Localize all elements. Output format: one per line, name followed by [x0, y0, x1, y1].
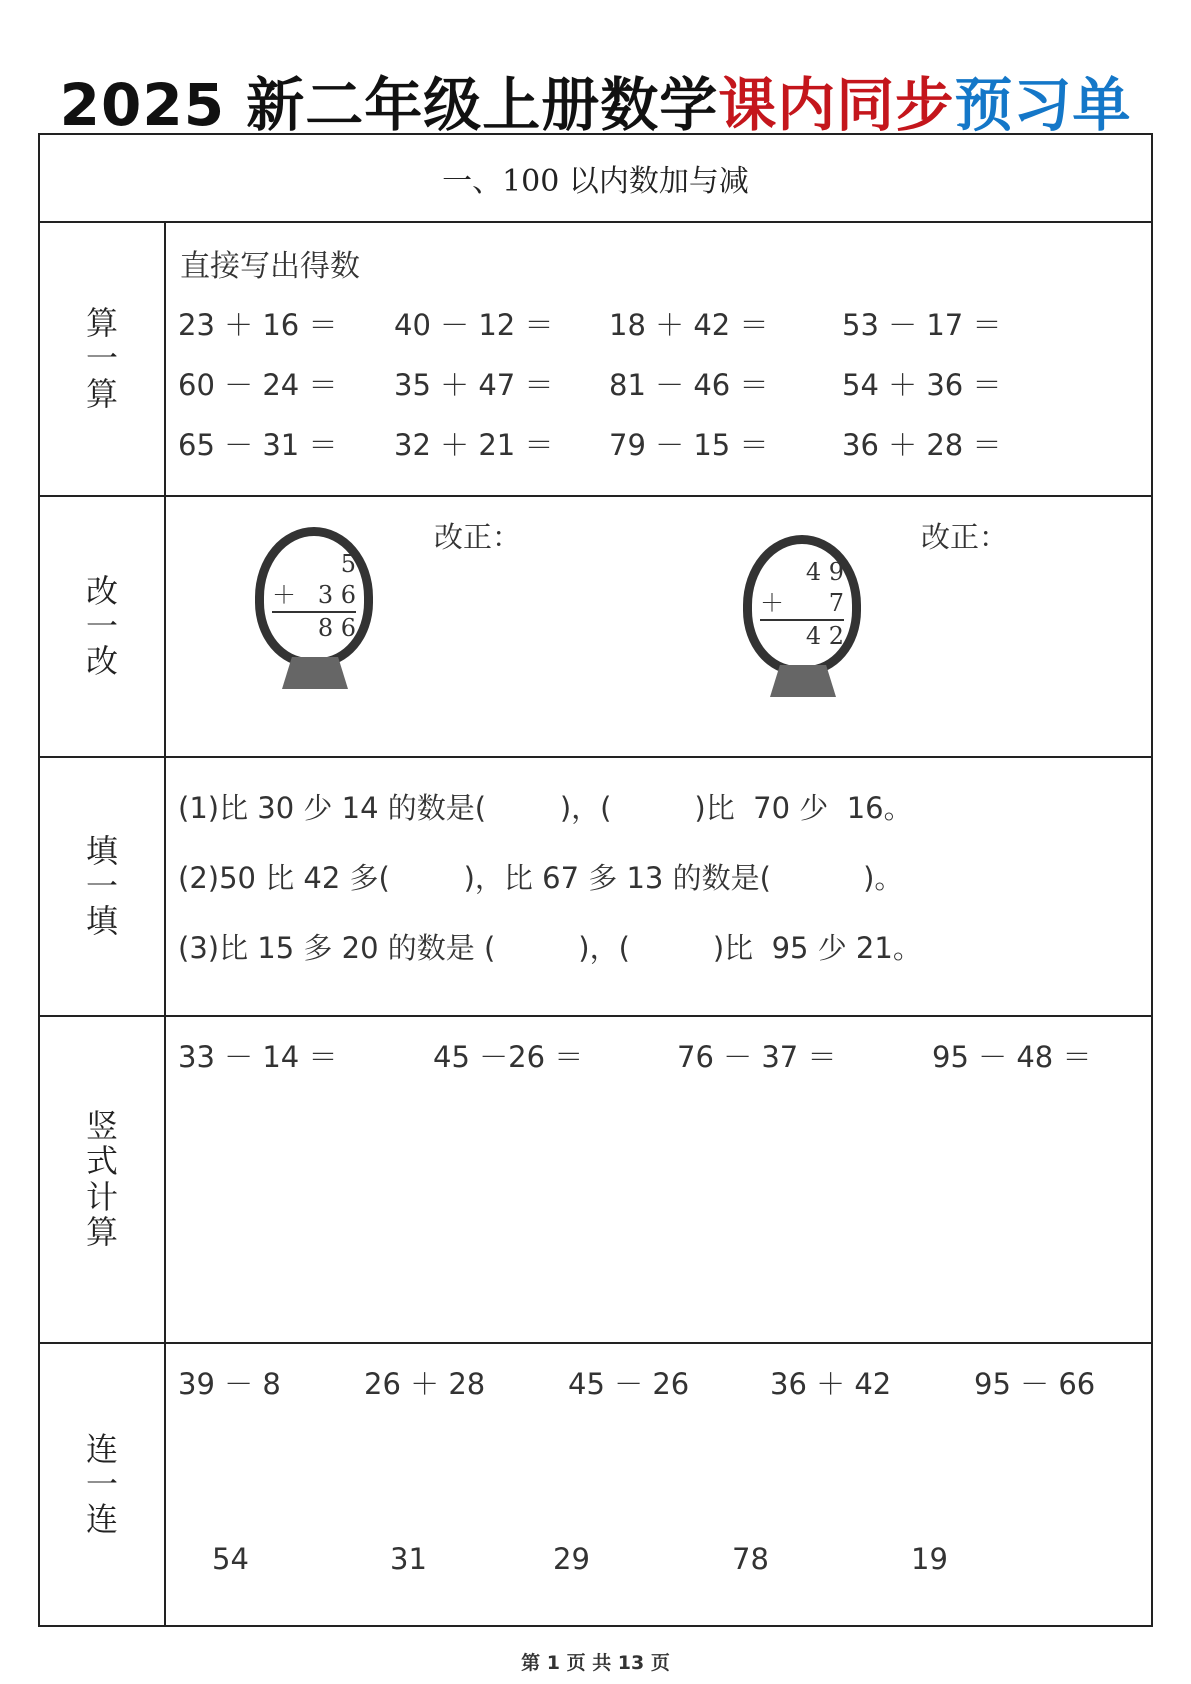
- answer: 54: [212, 1542, 249, 1576]
- title-red: 课内同步: [718, 71, 955, 139]
- title-black: 2025 新二年级上册数学: [59, 71, 719, 139]
- row-label-calc: 算 一 算: [39, 222, 165, 496]
- problem: 79 － 15 ＝: [609, 428, 769, 462]
- row-label-correct: 改 一 改: [39, 496, 165, 757]
- problem: 54 ＋ 36 ＝: [842, 368, 1002, 402]
- problem: 76 － 37 ＝: [677, 1040, 837, 1074]
- problem: 45 －26 ＝: [433, 1040, 584, 1074]
- expression: 36 ＋ 42: [770, 1367, 892, 1401]
- worksheet-table: [38, 133, 1153, 1627]
- expression: 26 ＋ 28: [364, 1367, 486, 1401]
- correction-label: 改正：: [434, 520, 522, 554]
- calc-cell: [165, 222, 1152, 496]
- problem: 53 － 17 ＝: [842, 308, 1002, 342]
- page-number: 第 1 页 共 13 页: [521, 1652, 670, 1674]
- section-header: 一、100 以内数加与减: [39, 134, 1152, 222]
- fill-cell: [165, 757, 1152, 1016]
- fill-item: (3)比 15 多 20 的数是 ( )，( )比 95 少 21。: [178, 931, 922, 965]
- row-label-fill: 填 一 填: [39, 757, 165, 1016]
- vertical-calc-cell: [165, 1016, 1152, 1343]
- instruction: 直接写出得数: [180, 249, 360, 284]
- problem: 35 ＋ 47 ＝: [394, 368, 554, 402]
- correct-cell: [165, 496, 1152, 757]
- problem: 32 ＋ 21 ＝: [394, 428, 554, 462]
- title-blue: 预习单: [954, 71, 1132, 139]
- row-label-match: 连 一 连: [39, 1343, 165, 1626]
- problem: 18 ＋ 42 ＝: [609, 308, 769, 342]
- expression: 45 － 26: [568, 1367, 690, 1401]
- problem: 23 ＋ 16 ＝: [178, 308, 338, 342]
- problem: 40 － 12 ＝: [394, 308, 554, 342]
- problem: 36 ＋ 28 ＝: [842, 428, 1002, 462]
- expression: 39 － 8: [178, 1367, 281, 1401]
- problem: 81 － 46 ＝: [609, 368, 769, 402]
- tree-illustration: 4 9 ＋ 7 4 2: [738, 535, 868, 700]
- fill-item: (2)50 比 42 多( )，比 67 多 13 的数是( )。: [178, 861, 904, 895]
- row-label-vertical: 竖 式 计 算: [39, 1016, 165, 1343]
- fill-item: (1)比 30 少 14 的数是( )，( )比 70 少 16。: [178, 791, 913, 825]
- tree-illustration: 5 ＋ 3 6 8 6: [250, 527, 380, 692]
- page-title: [0, 58, 1191, 142]
- expression: 95 － 66: [974, 1367, 1096, 1401]
- correction-label: 改正：: [921, 520, 1009, 554]
- answer: 78: [732, 1542, 769, 1576]
- problem: 95 － 48 ＝: [932, 1040, 1092, 1074]
- answer: 29: [553, 1542, 590, 1576]
- answer: 19: [911, 1542, 948, 1576]
- problem: 33 － 14 ＝: [178, 1040, 338, 1074]
- match-cell: [165, 1343, 1152, 1626]
- problem: 65 － 31 ＝: [178, 428, 338, 462]
- answer: 31: [390, 1542, 427, 1576]
- problem: 60 － 24 ＝: [178, 368, 338, 402]
